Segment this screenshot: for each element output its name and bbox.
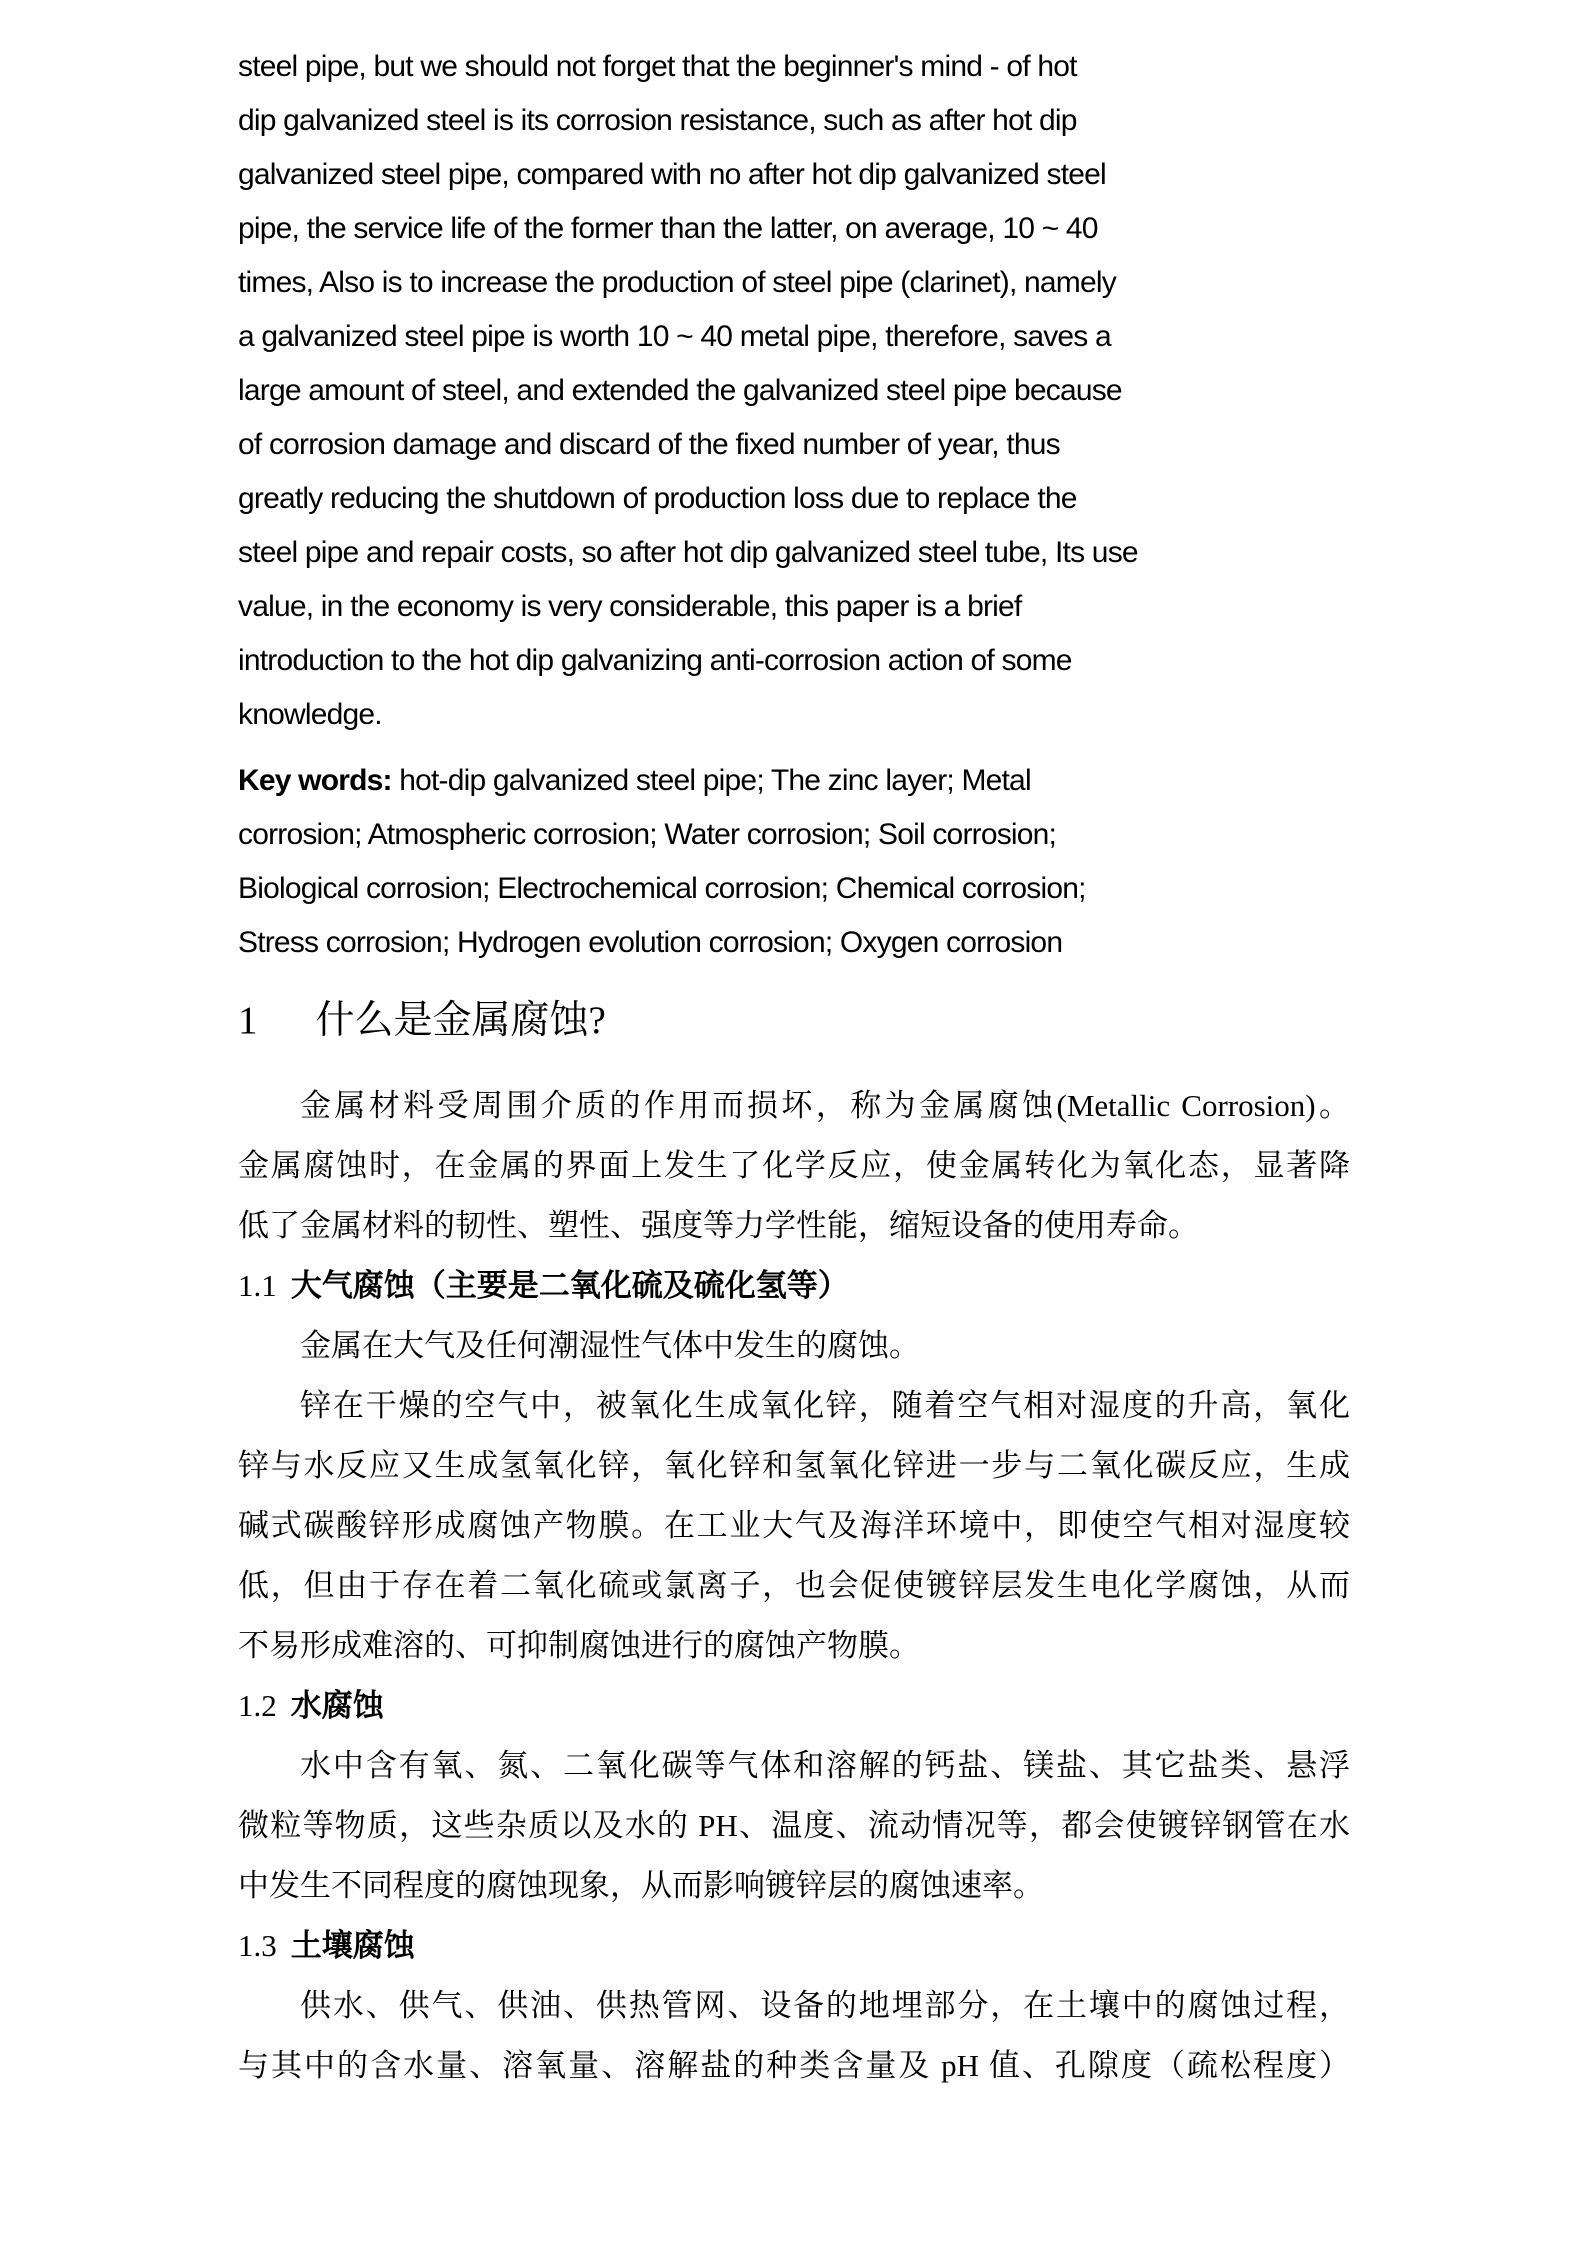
subsection-title: 水腐蚀: [290, 1688, 384, 1723]
body-paragraph: [238, 1376, 1350, 1676]
subsection-title: 土壤腐蚀: [290, 1928, 415, 1963]
intro-text-line: steel pipe, but we should not forget that the beginner's mind - of hot: [238, 50, 1077, 83]
keywords-text-line: corrosion; Atmospheric corrosion; Water corrosion; Soil corrosion;: [238, 818, 1057, 851]
subsection-heading: [238, 1916, 1350, 1976]
keywords-label: Key words:: [238, 764, 392, 797]
intro-text-line: greatly reducing the shutdown of production loss due to replace the: [238, 482, 1077, 515]
body-text-line: 低，但由于存在着二氧化硫或氯离子，也会促使镀锌层发生电化学腐蚀，从而: [238, 1568, 1350, 1603]
intro-text-line: pipe, the service life of the former than the latter, on average, 10 ~ 40: [238, 212, 1098, 245]
keywords-first-line-text: hot-dip galvanized steel pipe; The zinc layer; Metal: [391, 764, 1031, 797]
keywords-paragraph: [238, 754, 1350, 970]
body-text-line: 碱式碳酸锌形成腐蚀产物膜。在工业大气及海洋环境中，即使空气相对湿度较: [238, 1508, 1350, 1543]
intro-text-line: of corrosion damage and discard of the fixed number of year, thus: [238, 428, 1060, 461]
body-paragraph: [238, 1076, 1350, 1256]
subsection-number: 1.2: [238, 1688, 277, 1723]
body-text-line: 锌与水反应又生成氢氧化锌，氧化锌和氢氧化锌进一步与二氧化碳反应，生成: [238, 1448, 1350, 1483]
subsection-number: 1.3: [238, 1928, 277, 1963]
keywords-first-line: [238, 754, 1350, 808]
subsection-title: 大气腐蚀（主要是二氧化硫及硫化氢等）: [290, 1268, 849, 1303]
body-paragraph: [238, 1976, 1350, 2096]
intro-text-line: steel pipe and repair costs, so after hot dip galvanized steel tube, Its use: [238, 536, 1138, 569]
intro-text-line: times, Also is to increase the production of steel pipe (clarinet), namely: [238, 266, 1116, 299]
keywords-text-line: Stress corrosion; Hydrogen evolution corrosion; Oxygen corrosion: [238, 926, 1063, 959]
body-text-line: 低了金属材料的韧性、塑性、强度等力学性能，缩短设备的使用寿命。: [238, 1208, 1199, 1243]
subsection-number: 1.1: [238, 1268, 277, 1303]
body-text-line: 不易形成难溶的、可抑制腐蚀进行的腐蚀产物膜。: [238, 1628, 920, 1663]
body-text-line: 金属腐蚀时，在金属的界面上发生了化学反应，使金属转化为氧化态，显著降: [238, 1148, 1350, 1183]
subsection-heading: [238, 1676, 1350, 1736]
intro-text-line: dip galvanized steel is its corrosion resistance, such as after hot dip: [238, 104, 1077, 137]
intro-text-line: a galvanized steel pipe is worth 10 ~ 40 metal pipe, therefore, saves a: [238, 320, 1111, 353]
document-page: [238, 0, 1350, 2096]
body-text-line: 锌在干燥的空气中，被氧化生成氧化锌，随着空气相对湿度的升高，氧化: [300, 1388, 1350, 1423]
intro-text-line: value, in the economy is very considerable, this paper is a brief: [238, 590, 1022, 623]
body-paragraph: [238, 1736, 1350, 1916]
keywords-text-line: Biological corrosion; Electrochemical corrosion; Chemical corrosion;: [238, 872, 1086, 905]
body-text-line: 水中含有氧、氮、二氧化碳等气体和溶解的钙盐、镁盐、其它盐类、悬浮: [300, 1748, 1350, 1783]
body-text-line: 中发生不同程度的腐蚀现象，从而影响镀锌层的腐蚀速率。: [238, 1868, 1044, 1903]
body-text-line: 微粒等物质，这些杂质以及水的 PH、温度、流动情况等，都会使镀锌钢管在水: [238, 1808, 1350, 1843]
document-sections: [238, 990, 1350, 2096]
subsection-heading: [238, 1256, 1350, 1316]
body-text-line: 供水、供气、供油、供热管网、设备的地埋部分，在土壤中的腐蚀过程，: [300, 1988, 1350, 2023]
section-heading-1-number: 1: [238, 999, 258, 1042]
body-text-line: 金属材料受周围介质的作用而损坏，称为金属腐蚀(Metallic Corrosion)。: [300, 1088, 1350, 1123]
intro-text-line: introduction to the hot dip galvanizing anti-corrosion action of some: [238, 644, 1072, 677]
intro-text-line: large amount of steel, and extended the galvanized steel pipe because: [238, 374, 1122, 407]
body-paragraph: [238, 1316, 1350, 1376]
section-heading-1: [238, 990, 1350, 1052]
section-heading-1-title: 什么是金属腐蚀?: [315, 999, 606, 1042]
intro-paragraph: [238, 40, 1350, 742]
body-text-line: 与其中的含水量、溶氧量、溶解盐的种类含量及 pH 值、孔隙度（疏松程度）: [238, 2048, 1350, 2083]
intro-text-line: knowledge.: [238, 698, 382, 731]
body-text-line: 金属在大气及任何潮湿性气体中发生的腐蚀。: [300, 1328, 920, 1363]
intro-text-line: galvanized steel pipe, compared with no after hot dip galvanized steel: [238, 158, 1106, 191]
